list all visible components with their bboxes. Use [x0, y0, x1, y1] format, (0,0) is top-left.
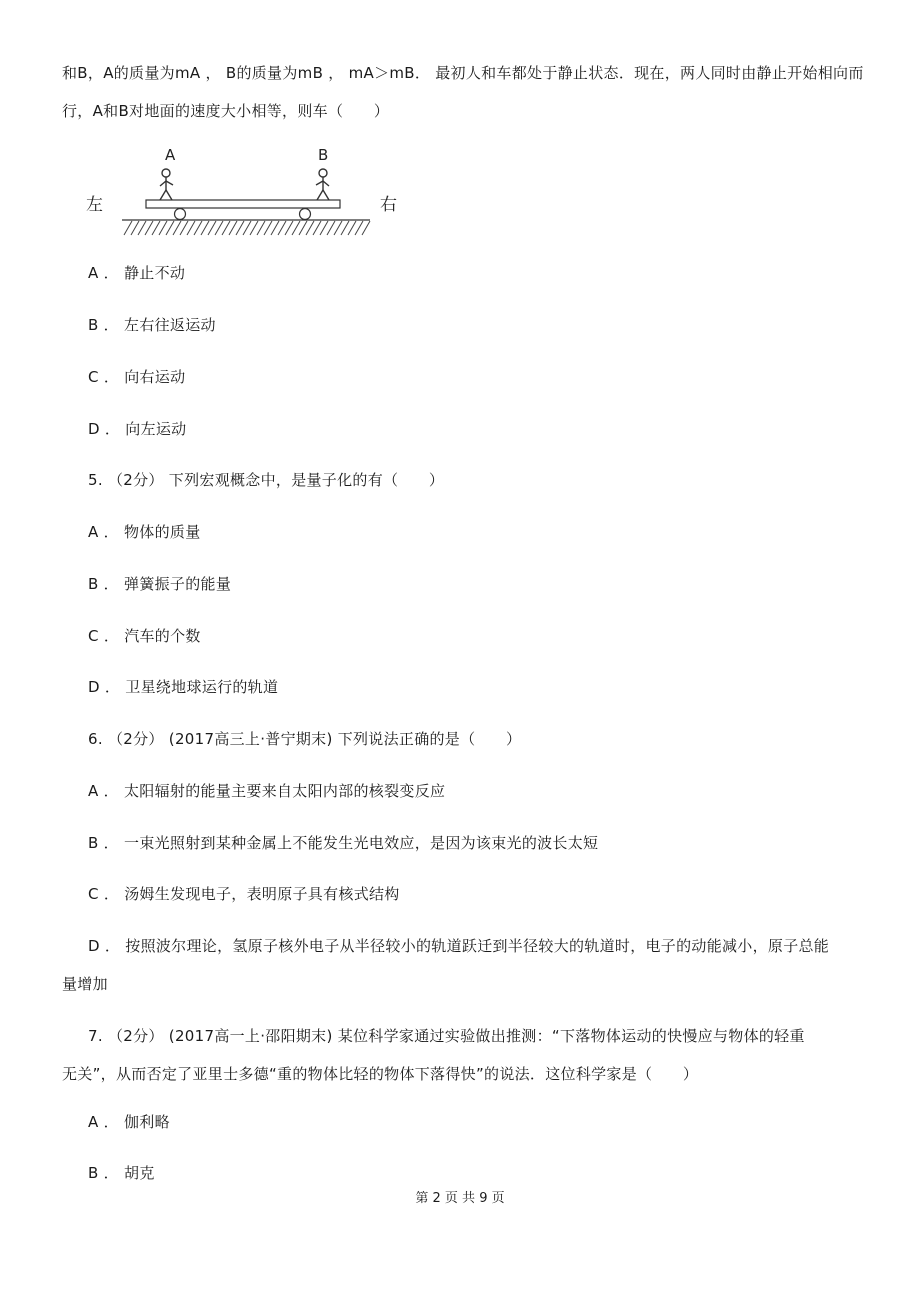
- q7-option-a: A ． 伽利略: [88, 1113, 170, 1131]
- q5-option-a: A ． 物体的质量: [88, 523, 201, 541]
- q6-option-c: C ． 汤姆生发现电子，表明原子具有核式结构: [88, 885, 400, 903]
- label-left: 左: [86, 195, 103, 215]
- q6-option-d-cont: 量增加: [62, 975, 108, 993]
- q5-option-c: C ． 汽车的个数: [88, 627, 201, 645]
- q4-stem-line2: 行，A和B对地面的速度大小相等，则车（ ）: [62, 102, 390, 120]
- q5-option-b: B ． 弹簧振子的能量: [88, 575, 232, 593]
- q5-option-d: D ． 卫星绕地球运行的轨道: [88, 678, 279, 696]
- person-a-icon: [160, 169, 173, 200]
- q6-option-a: A ． 太阳辐射的能量主要来自太阳内部的核裂变反应: [88, 782, 446, 800]
- q4-option-a: A ． 静止不动: [88, 264, 186, 282]
- cart-diagram: [84, 140, 414, 242]
- q7-option-b: B ． 胡克: [88, 1164, 155, 1182]
- wheel-left: [175, 209, 186, 220]
- person-b-icon: [316, 169, 329, 200]
- q4-stem-line1: 和B，A的质量为mA ， B的质量为mB ， mA＞mB． 最初人和车都处于静止状态．现在，两人同时由静止开始相向而: [62, 64, 864, 82]
- q6-option-b: B ． 一束光照射到某种金属上不能发生光电效应，是因为该束光的波长太短: [88, 834, 599, 852]
- page-footer: 第 2 页 共 9 页: [415, 1191, 505, 1206]
- q7-stem-line2: 无关”，从而否定了亚里士多德“重的物体比轻的物体下落得快”的说法．这位科学家是（ ）: [62, 1065, 699, 1083]
- q4-option-b: B ． 左右往返运动: [88, 316, 216, 334]
- q7-stem-line1: 7. （2分） (2017高一上·邵阳期末) 某位科学家通过实验做出推测：“下落物体运动的快慢应与物体的轻重: [88, 1027, 805, 1045]
- label-right: 右: [380, 195, 397, 215]
- q6-stem: 6. （2分） (2017高三上·普宁期末) 下列说法正确的是（ ）: [88, 730, 522, 748]
- cart-platform: [146, 200, 340, 208]
- wheel-right: [300, 209, 311, 220]
- ground-hatching: [124, 221, 370, 235]
- q4-option-c: C ． 向右运动: [88, 368, 186, 386]
- q6-option-d: D ． 按照波尔理论，氢原子核外电子从半径较小的轨道跃迁到半径较大的轨道时，电子的动能减小，原子总能: [88, 937, 830, 955]
- label-b: B: [318, 146, 329, 164]
- q4-option-d: D ． 向左运动: [88, 420, 187, 438]
- q5-stem: 5. （2分） 下列宏观概念中，是量子化的有（ ）: [88, 471, 445, 489]
- label-a: A: [165, 146, 176, 164]
